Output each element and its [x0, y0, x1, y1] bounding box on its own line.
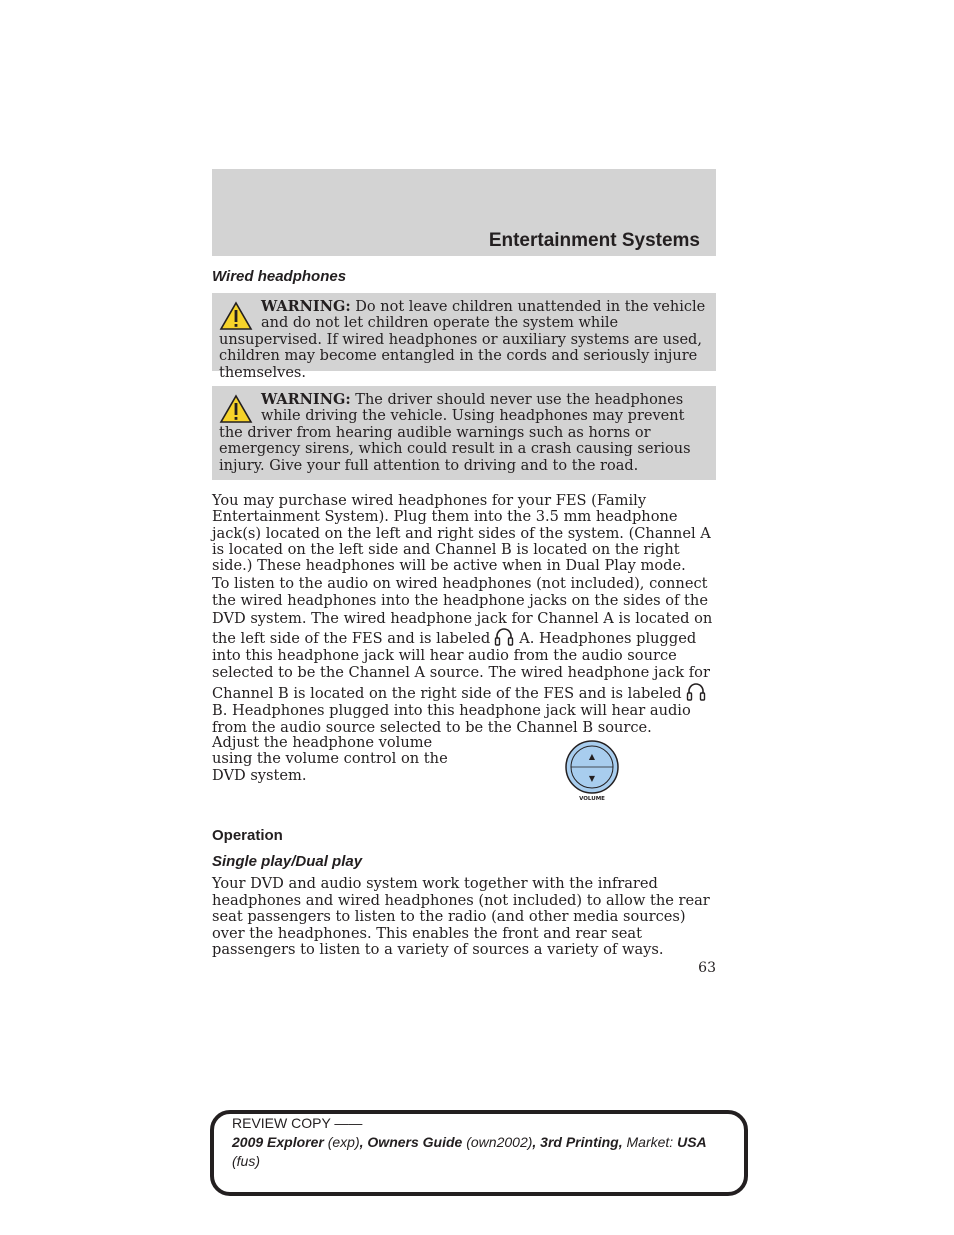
volume-knob-icon	[563, 739, 623, 803]
footer-review-box	[210, 1110, 748, 1196]
paragraph-volume: Adjust the headphone volume using the volume control on the DVD system.	[212, 734, 448, 784]
footer-model-code: (exp)	[327, 1134, 360, 1150]
volume-up-glyph: ▲	[588, 752, 596, 761]
footer-market-label: Market:	[626, 1134, 674, 1150]
chapter-header	[212, 169, 716, 256]
warning-triangle-icon	[219, 301, 253, 331]
footer-market-code: (fus)	[232, 1153, 260, 1169]
volume-down-glyph: ▼	[588, 774, 596, 783]
warning-box-children	[212, 293, 716, 381]
section-title-wired-headphones: Wired headphones	[212, 268, 347, 285]
headphones-icon	[686, 682, 706, 702]
section-title-single-dual-play: Single play/Dual play	[212, 853, 363, 870]
paragraph-dvd-audio: Your DVD and audio system work together with the infrared headphones and wired headphones (not included) to allow the rear seat passengers to listen to the radio (and other media sources) over the headphones. This enables the front and rear seat passengers to listen to a variety of sources a variety of ways.	[212, 875, 710, 959]
warning-label: WARNING:	[261, 298, 351, 315]
review-copy-label: REVIEW COPY ——	[232, 1115, 363, 1131]
footer-text	[232, 1114, 742, 1171]
page-number: 63	[698, 960, 716, 976]
paragraph-listen	[212, 575, 718, 737]
volume-label: VOLUME	[579, 796, 605, 802]
warning-triangle-icon	[219, 394, 253, 424]
footer-market: USA	[677, 1134, 707, 1150]
section-title-operation: Operation	[212, 827, 283, 844]
paragraph-purchase: You may purchase wired headphones for your FES (Family Entertainment System). Plug them into the 3.5 mm headphone jack(s) located on the left and right sides of the system. (Channel A is located on the left side and Channel B is located on the right side.) These headphones will be active when in Dual Play mode.	[212, 492, 711, 575]
warning-text: Do not leave children unattended in the vehicle and do not let children operate the system while unsupervised. If wired headphones or auxiliary systems are used, children may become entangled in the cords and seriously injure themselves.	[219, 299, 706, 381]
headphones-icon	[494, 627, 514, 647]
footer-guide-code: (own2002)	[466, 1134, 533, 1150]
warning-label: WARNING:	[261, 391, 351, 408]
footer-edition-line: 2009 Explorer (exp), Owners Guide (own2002), 3rd Printing, Market: USA	[232, 1134, 707, 1150]
paragraph-text: B. Headphones plugged into this headphone jack will hear audio from the audio source selected to be the Channel B source.	[212, 702, 691, 737]
footer-guide: Owners Guide	[367, 1134, 463, 1150]
paragraph-text: A. Headphones plugged into this headphone jack will hear audio from the audio source selected to be the Channel A source. The wired headphone jack for Channel B is located on the right side of the FES and is labeled	[212, 629, 710, 702]
warning-box-driver	[212, 386, 716, 480]
paragraph-text: To listen to the audio on wired headphones (not included), connect the wired headphones into the headphone jacks on the sides of the DVD system. The wired headphone jack for Channel A is located on the left side of the FES and is labeled	[212, 575, 713, 647]
warning-text: The driver should never use the headphones while driving the vehicle. Using headphones may prevent the driver from hearing audible warnings such as horns or emergency sirens, which could result in a crash causing serious injury. Give your full attention to driving and to the road.	[219, 392, 691, 474]
footer-model: 2009 Explorer	[232, 1134, 324, 1150]
footer-printing: 3rd Printing,	[540, 1134, 623, 1150]
chapter-title: Entertainment Systems	[488, 230, 700, 251]
